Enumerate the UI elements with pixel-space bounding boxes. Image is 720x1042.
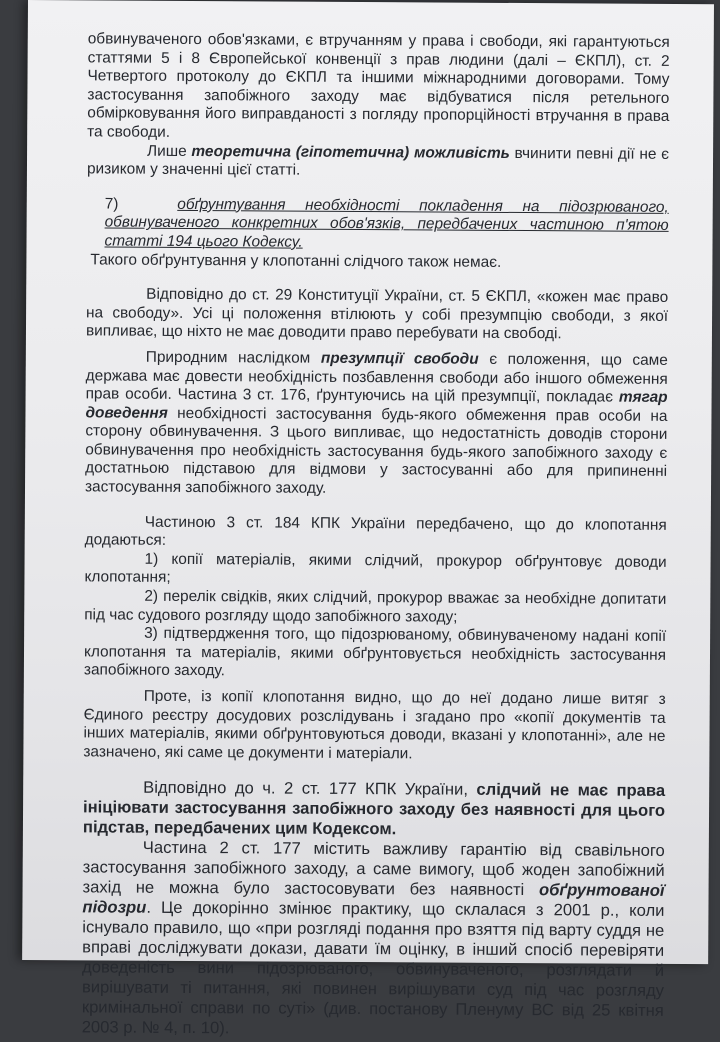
paragraph-copies-attached: Проте, із копії клопотання видно, що до неї додано лише витяг з Єдиного реєстру досудових розслідувань і згадано про «копії документів та інших матеріалів, якими обґрунтовуються доводи, вказані у клопотанні», але не зазначено, які саме це документи і матеріали.	[83, 687, 666, 763]
document-page	[22, 0, 714, 1038]
document-body	[82, 30, 670, 1041]
paragraph-constitution-freedom: Відповідно до ст. 29 Конституції України, ст. 5 ЄКПЛ, «кожен має право на свободу». Усі ці положення втілюють у собі презумпцію свободи, з якої випливає, що ніхто не має доводити право перебувати на свободі.	[85, 285, 669, 343]
paragraph-article-184: Частиною 3 ст. 184 КПК України передбачено, що до клопотання додаються:	[84, 513, 667, 550]
item-7-text: обґрунтування необхідності покладення на підозрюваного, обвинуваченого конкретних обов'язків, передбачених частиною п'ятою статті 194 цього Кодексу.	[104, 195, 669, 251]
paragraph-no-justification: Такого обґрунтування у клопотанні слідчого також немає.	[90, 250, 502, 271]
item-number: 7)	[104, 195, 119, 213]
paragraph-obligations-interference: обвинуваченого обов'язками, є втручанням у права і свободи, які гарантуються статтями 5 і 8 Європейської конвенції з прав людини (далі – ЄКПЛ), ст. 2 Четвертого протоколу до ЄКПЛ та іншими міжнародними договорами. Тому застосування запобіжного заходу має відбуватися після ретельного обмірковування його виправданості з погляду пропорційності втручання в права та свободи.	[87, 30, 670, 141]
emphasis-burden-of-proof: тягар доведення	[85, 388, 668, 422]
list-item-confirmation: 3) підтвердження того, що підозрюваному, обвинуваченому надані копії клопотання та матеріалів, якими обґрунтовується необхідність застосування запобіжного заходу.	[83, 624, 667, 680]
paragraph-reasonable-suspicion: Частина 2 ст. 177 містить важливу гарантію від свавільного застосування запобіжного заходу, а саме вимогу, щоб жоден запобіжний захід не можна було застосовувати без наявності обґрунтованої підозри. Це докорінно змінює практику, що склалася з 2001 р., коли існувало правило, що «при розгляді подання про взяття під варту суддя не вправі досліджувати докази, давати їм оцінку, в інший спосіб перевіряти доведеність вини підозрюваного, обвинуваченого, розглядати й вирішувати ті питання, які повинен вирішувати суд під час розгляду кримінальної справи по суті» (див. постанову Пленуму ВС від 25 квітня 2003 р. № 4, п. 10).	[81, 838, 665, 1038]
emphasis-theoretical-possibility: теоретична (гіпотетична) можливість	[191, 142, 510, 162]
list-item-materials: 1) копії матеріалів, якими слідчий, прокурор обґрунтовує доводи клопотання;	[84, 550, 667, 587]
paragraph-theoretical-possibility: Лише теоретична (гіпотетична) можливість вчинити певні дії не є ризиком у значенні цієї статті.	[86, 142, 670, 179]
emphasis-investigator-no-right: слідчий не має права ініціювати застосування запобіжного заходу без наявності для цього підстав, передбачених цим Кодексом.	[82, 780, 666, 839]
emphasis-reasonable-suspicion: обґрунтованої підозри	[82, 880, 665, 918]
paragraph-presumption-of-freedom: Природним наслідком презумпції свободи є положення, що саме держава має довести необхідність позбавлення свободи або іншого обмеження прав особи. Частина 3 ст. 176, ґрунтуючись на цій презумпції, покладає тягар доведення необхідності застосування будь-якого обмеження прав особи на сторону обвинувачення. З цього випливає, що недостатність доводів сторони обвинувачення про необхідність застосування будь-якого запобіжного заходу є достатньою підставою для відмови у застосуванні або для припиненні застосування запобіжного заходу.	[84, 348, 668, 497]
emphasis-presumption-of-freedom: презумпції свободи	[320, 349, 479, 368]
list-item-witnesses: 2) перелік свідків, яких слідчий, прокурор вважає за необхідне допитати під час судового розгляду щодо запобіжного заходу;	[84, 587, 667, 626]
paragraph-article-177-part-2: Відповідно до ч. 2 ст. 177 КПК України, слідчий не має права ініціювати застосування запобіжного заходу без наявності для цього підстав, передбачених цим Кодексом.	[82, 778, 666, 839]
quoted-item-7	[86, 195, 668, 254]
